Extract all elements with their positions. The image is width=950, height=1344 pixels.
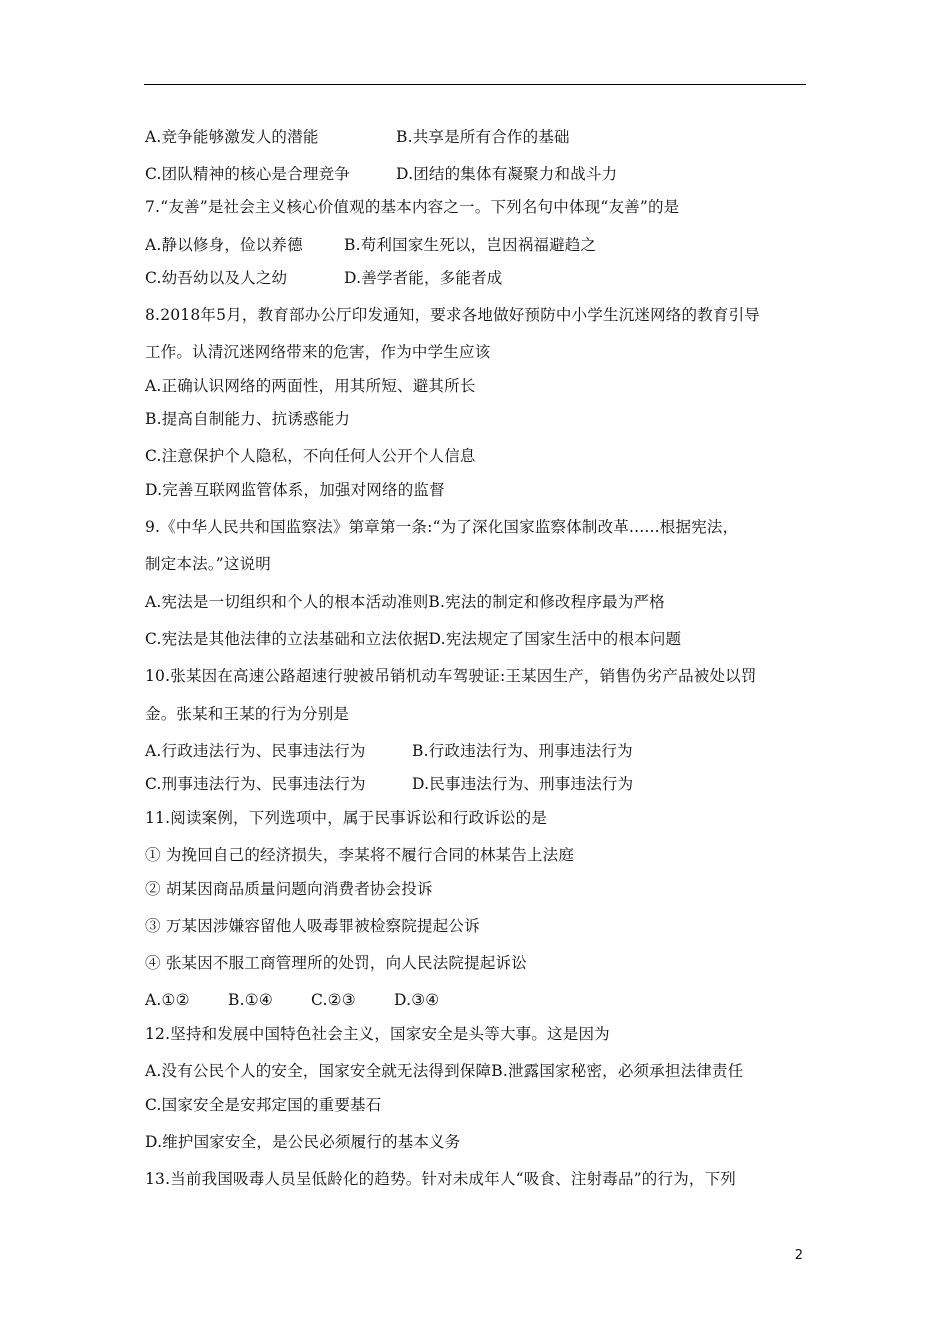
option-c: C.刑事违法行为、民事违法行为: [145, 775, 366, 793]
option-d: D.完善互联网监管体系，加强对网络的监督: [145, 481, 445, 499]
option-c: C.幼吾幼以及人之幼: [145, 269, 288, 287]
options-ab: A.宪法是一切组织和个人的根本活动准则B.宪法的制定和修改程序最为严格: [145, 593, 665, 611]
question-10-cont: 金。张某和王某的行为分别是: [145, 705, 350, 723]
text-line: [145, 235, 597, 255]
options-ab: A.没有公民个人的安全，国家安全就无法得到保障B.泄露国家秘密，必须承担法律责任: [145, 1062, 744, 1080]
question-9: 9.《中华人民共和国监察法》第章第一条:“为了深化国家监察体制改革......根据宪法，: [145, 518, 739, 536]
option-b: B.①④: [228, 991, 273, 1009]
option-c: C.注意保护个人隐私，不向任何人公开个人信息: [145, 447, 476, 465]
option-b: B.共享是所有合作的基础: [396, 128, 570, 146]
option-c: C.②③: [311, 991, 356, 1009]
question-13: 13.当前我国吸毒人员呈低龄化的趋势。针对未成年人“吸食、注射毒品”的行为，下列: [145, 1170, 737, 1188]
question-7: 7.“友善”是社会主义核心价值观的基本内容之一。下列名句中体现“友善”的是: [145, 198, 680, 216]
option-d: D.维护国家安全，是公民必须履行的基本义务: [145, 1133, 461, 1151]
option-b: B.行政违法行为、刑事违法行为: [412, 742, 633, 760]
option-d: D.团结的集体有凝聚力和战斗力: [396, 165, 618, 183]
case-2: ② 胡某因商品质量问题向消费者协会投诉: [145, 880, 433, 898]
option-d: D.③④: [394, 991, 440, 1009]
option-d: D.善学者能，多能者成: [344, 269, 503, 287]
question-8-cont: 工作。认清沉迷网络带来的危害，作为中学生应该: [145, 343, 491, 361]
question-10: 10.张某因在高速公路超速行驶被吊销机动车驾驶证:王某因生产，销售伪劣产品被处以罚: [145, 667, 757, 685]
option-d: D.民事违法行为、刑事违法行为: [412, 775, 634, 793]
text-line: [145, 741, 633, 761]
header-rule: [144, 84, 806, 85]
question-12: 12.坚持和发展中国特色社会主义，国家安全是头等大事。这是因为: [145, 1025, 610, 1043]
text-line: [145, 774, 634, 794]
option-c: C.团队精神的核心是合理竞争: [145, 165, 351, 183]
case-1: ① 为挽回自己的经济损失，李某将不履行合同的林某告上法庭: [145, 846, 575, 864]
option-c: C.国家安全是安邦定国的重要基石: [145, 1096, 382, 1114]
option-a: A.行政违法行为、民事违法行为: [145, 742, 366, 760]
question-9-cont: 制定本法。”这说明: [145, 555, 271, 573]
question-8: 8.2018年5月，教育部办公厅印发通知，要求各地做好预防中小学生沉迷网络的教育引导: [145, 306, 760, 324]
text-line: [145, 127, 570, 147]
option-a: A.静以修身，俭以养德: [145, 236, 303, 254]
text-line: [145, 164, 618, 184]
options-cd: C.宪法是其他法律的立法基础和立法依据D.宪法规定了国家生活中的根本问题: [145, 630, 682, 648]
text-line: [145, 990, 440, 1010]
option-a: A.①②: [145, 991, 190, 1009]
option-a: A.竞争能够激发人的潜能: [145, 128, 319, 146]
option-b: B.提高自制能力、抗诱惑能力: [145, 410, 351, 428]
option-b: B.苟利国家生死以，岂因祸福避趋之: [344, 236, 597, 254]
page-number: 2: [794, 1248, 803, 1263]
text-line: [145, 268, 503, 288]
case-3: ③ 万某因涉嫌容留他人吸毒罪被检察院提起公诉: [145, 917, 480, 935]
option-a: A.正确认识网络的两面性，用其所短、避其所长: [145, 377, 476, 395]
question-11: 11.阅读案例，下列选项中，属于民事诉讼和行政诉讼的是: [145, 809, 548, 827]
case-4: ④ 张某因不服工商管理所的处罚，向人民法院提起诉讼: [145, 954, 527, 972]
